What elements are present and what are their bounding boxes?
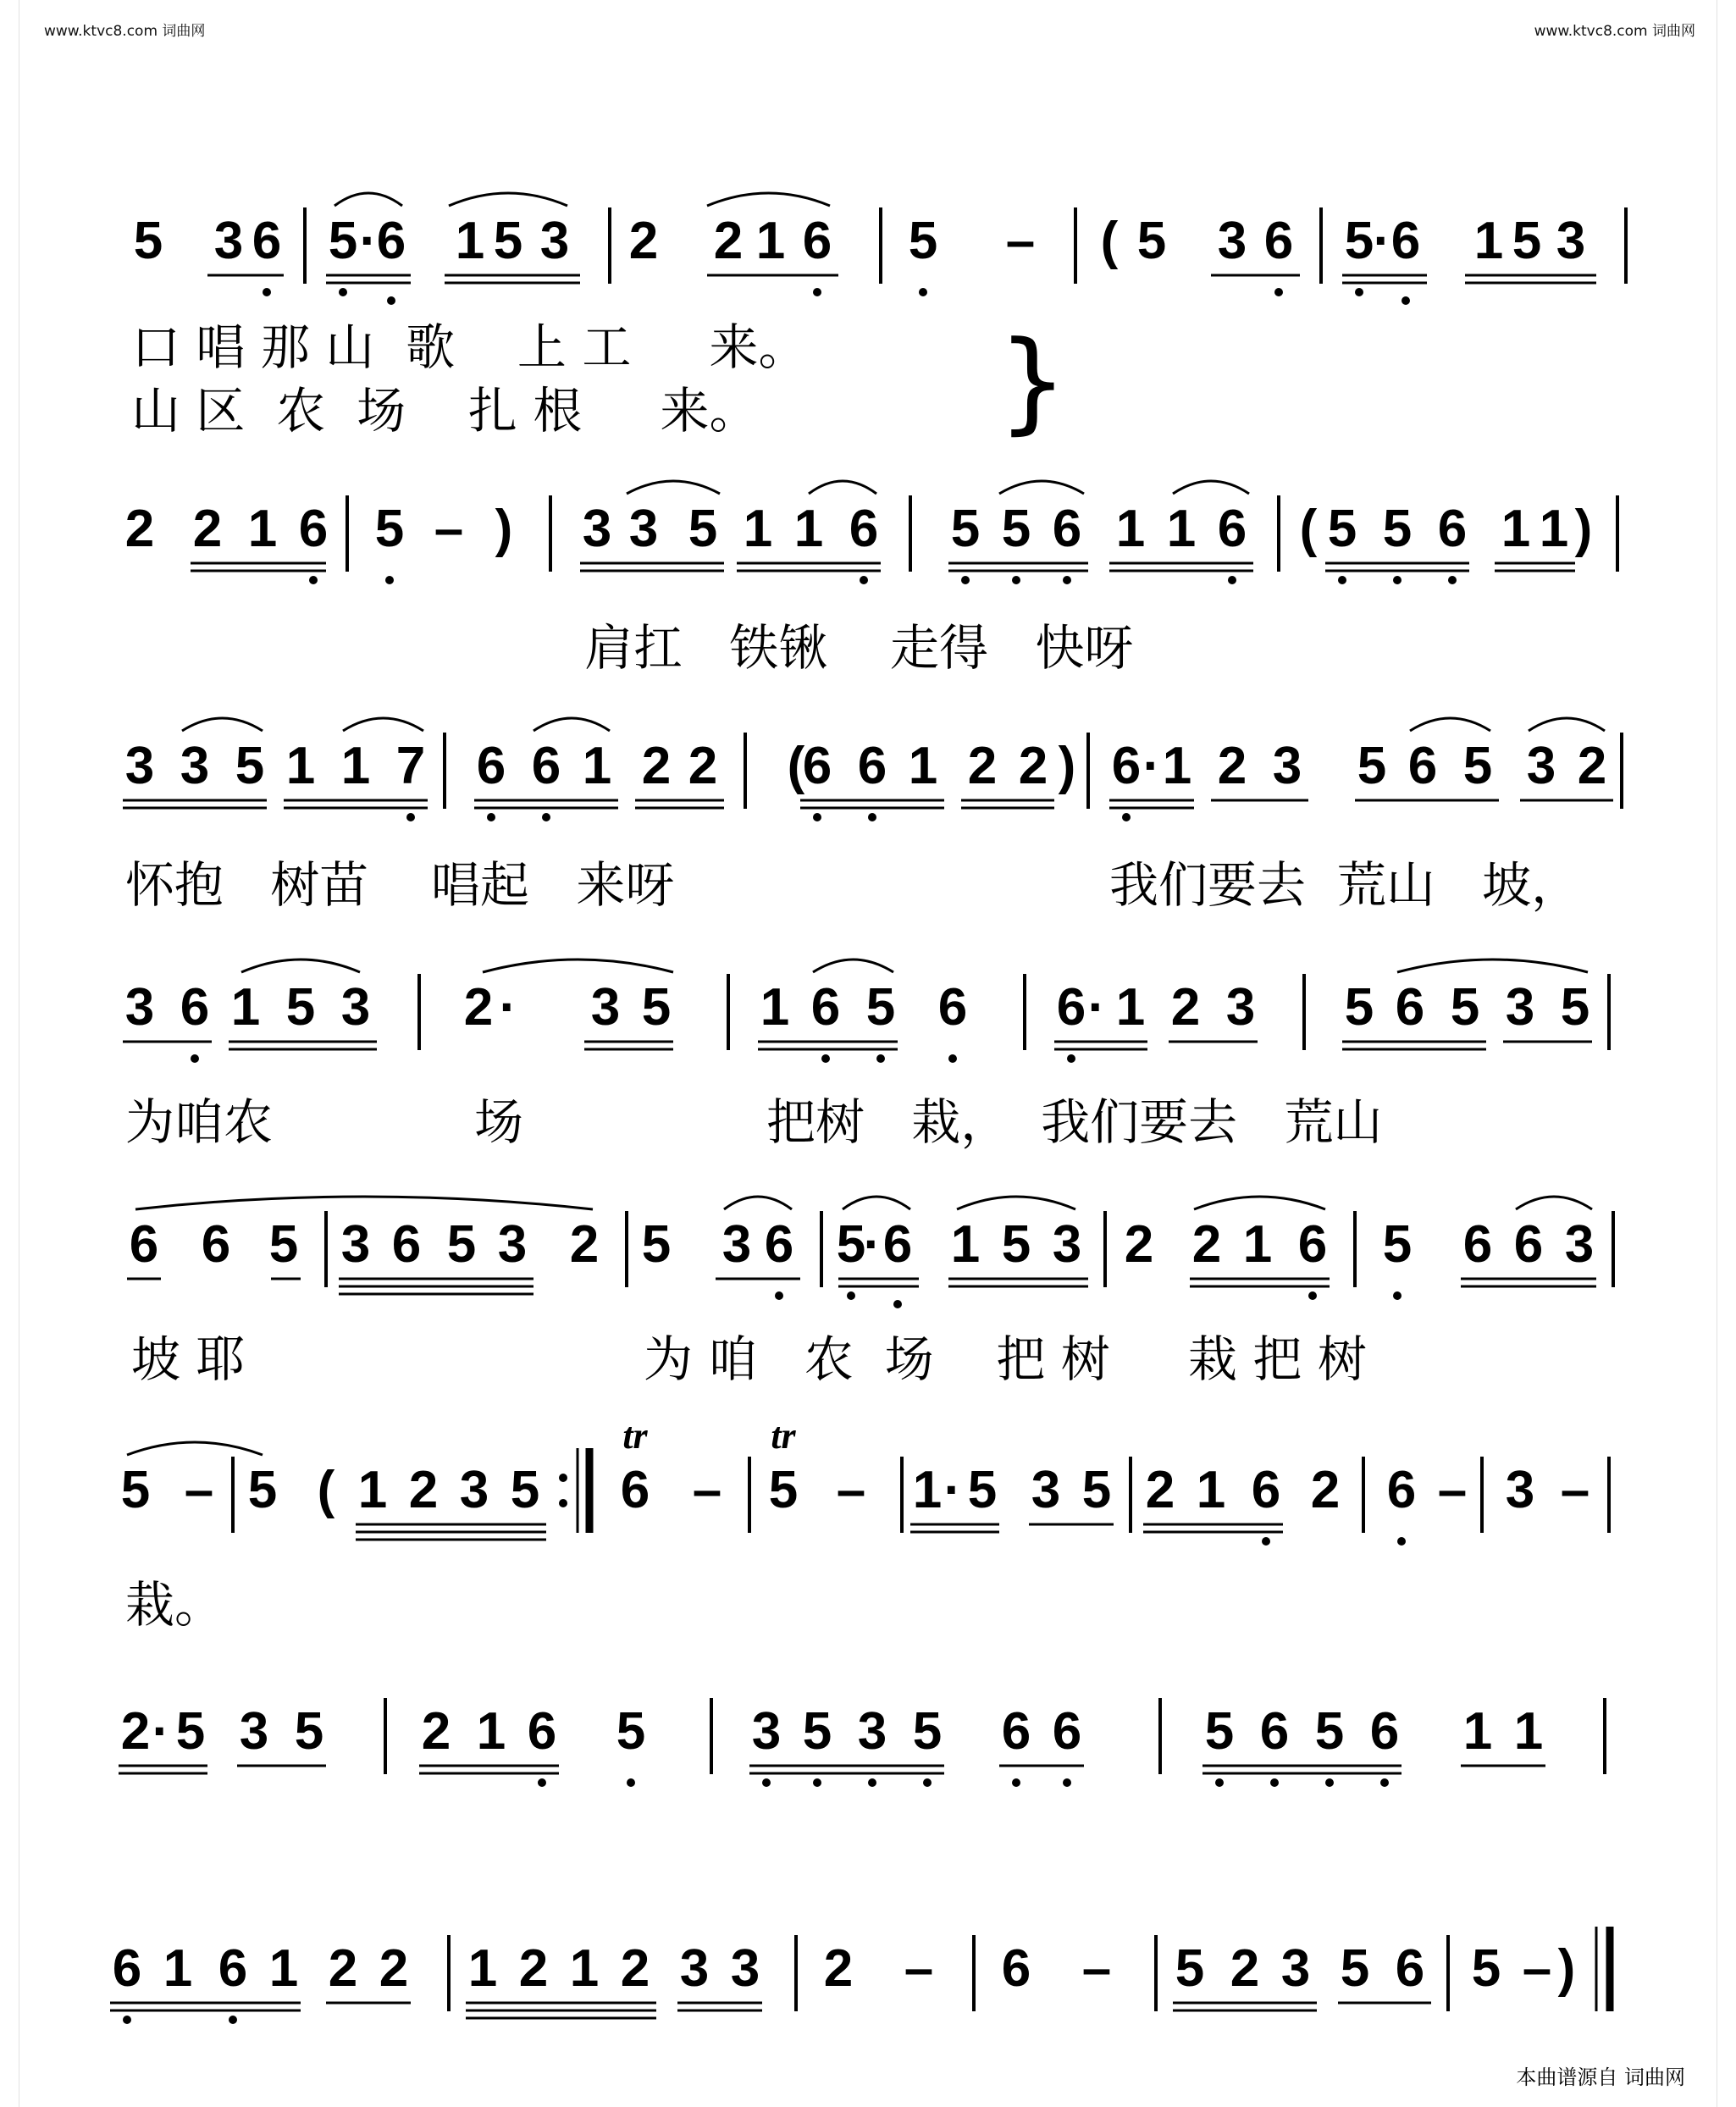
- note: 6: [129, 1215, 159, 1274]
- note: 5: [908, 212, 938, 270]
- note: 3: [857, 1702, 887, 1761]
- note: 5: [374, 500, 405, 558]
- note: 6: [376, 212, 406, 270]
- note: 1: [1242, 1215, 1273, 1274]
- note: 2: [713, 212, 744, 270]
- note: 3: [213, 212, 244, 270]
- octave-dot: [1402, 296, 1410, 305]
- octave-dot: [775, 1291, 783, 1300]
- lyric-line: 为咱农: [125, 1093, 274, 1151]
- note: ·: [1373, 212, 1391, 270]
- note: 6: [1111, 737, 1142, 795]
- note: 5: [1382, 1215, 1413, 1274]
- note: 3: [539, 212, 570, 270]
- note: 5: [616, 1702, 646, 1761]
- octave-dot: [893, 1300, 902, 1308]
- octave-dot: [961, 576, 970, 584]
- note: 3: [1272, 737, 1302, 795]
- note: 5: [1136, 212, 1167, 270]
- note: 2: [1310, 1461, 1341, 1519]
- note: 2: [408, 1461, 439, 1519]
- note: 3: [340, 978, 371, 1037]
- lyric-line: 把树 栽， 我们要去 荒山: [766, 1093, 1383, 1151]
- note: ·: [863, 1215, 882, 1274]
- octave-dot: [813, 288, 821, 296]
- note: 2: [463, 978, 494, 1037]
- note: 3: [751, 1702, 782, 1761]
- note: 6: [1217, 500, 1247, 558]
- slur: [343, 718, 423, 731]
- octave-dot: [309, 576, 318, 584]
- note: 1: [582, 737, 612, 795]
- note: 5: [510, 1461, 540, 1519]
- note: 3: [1505, 978, 1535, 1037]
- slur: [1516, 1197, 1592, 1209]
- note: 7: [395, 737, 426, 795]
- octave-dot: [542, 813, 550, 821]
- note: ·: [1087, 978, 1106, 1037]
- octave-dot: [1012, 1778, 1020, 1787]
- note: 3: [1280, 1939, 1311, 1998]
- note: 3: [1564, 1215, 1595, 1274]
- octave-dot: [1122, 813, 1131, 821]
- note: 6: [882, 1215, 913, 1274]
- octave-dot: [1063, 576, 1071, 584]
- note: 3: [340, 1215, 371, 1274]
- note: –: [904, 1939, 934, 1998]
- note: 1: [912, 1461, 943, 1519]
- note: 5: [1340, 1939, 1370, 1998]
- note: 3: [730, 1939, 760, 1998]
- slur: [483, 959, 673, 972]
- note: (: [1299, 500, 1318, 558]
- octave-dot: [1262, 1537, 1270, 1546]
- note: 1: [230, 978, 261, 1037]
- note: 5: [1327, 500, 1357, 558]
- note: 5: [641, 978, 672, 1037]
- note: 6: [764, 1215, 794, 1274]
- octave-dot: [1215, 1778, 1224, 1787]
- slur: [707, 193, 830, 206]
- note: 2: [641, 737, 672, 795]
- note: 3: [1217, 212, 1247, 270]
- note: 1: [760, 978, 790, 1037]
- note: 3: [590, 978, 621, 1037]
- note: 6: [1052, 1702, 1082, 1761]
- note: 6: [857, 737, 887, 795]
- note: 5: [1204, 1702, 1235, 1761]
- note: 5: [1560, 978, 1590, 1037]
- octave-dot: [263, 288, 271, 296]
- note: 6: [391, 1215, 422, 1274]
- octave-dot: [1338, 576, 1346, 584]
- slur: [809, 481, 876, 494]
- slur: [182, 718, 263, 731]
- octave-dot: [1393, 576, 1402, 584]
- octave-dot: [1012, 576, 1020, 584]
- note: –: [1560, 1461, 1590, 1519]
- note: 2: [328, 1939, 358, 1998]
- note: 2: [1230, 1939, 1260, 1998]
- lyric-line: 口 唱 那 山 歌 上 工 来。: [131, 318, 808, 376]
- note: 5: [1462, 737, 1493, 795]
- lyric-line: 场: [474, 1093, 524, 1151]
- note: 6: [1251, 1461, 1281, 1519]
- note: 5: [967, 1461, 998, 1519]
- note: 1: [1473, 212, 1504, 270]
- note: 6: [1390, 212, 1421, 270]
- note: 1: [1501, 500, 1531, 558]
- note: 5: [294, 1702, 324, 1761]
- note: 3: [124, 978, 155, 1037]
- note: 3: [1556, 212, 1586, 270]
- note: 5: [836, 1215, 866, 1274]
- octave-dot: [1355, 288, 1363, 296]
- note: –: [692, 1461, 722, 1519]
- note: 1: [793, 500, 824, 558]
- note: 2: [688, 737, 718, 795]
- octave-dot: [868, 813, 876, 821]
- note: (: [1100, 212, 1119, 270]
- slur: [449, 193, 567, 206]
- header-watermark-left: www.ktvc8.com 词曲网: [44, 23, 206, 40]
- note: 2: [1217, 737, 1247, 795]
- note: ): [495, 500, 513, 558]
- note: 6: [1369, 1702, 1400, 1761]
- note: 5: [802, 1702, 832, 1761]
- note: 5: [1001, 1215, 1031, 1274]
- header-watermark-right: www.ktvc8.com 词曲网: [1534, 23, 1695, 40]
- note: 6: [1297, 1215, 1328, 1274]
- note: 3: [1225, 978, 1256, 1037]
- note: 3: [497, 1215, 528, 1274]
- footer-source-credit: 本曲谱源自 词曲网: [1516, 2066, 1685, 2089]
- note: –: [1437, 1461, 1468, 1519]
- note: 6: [1513, 1215, 1544, 1274]
- note: 1: [455, 212, 485, 270]
- note: 6: [1407, 737, 1438, 795]
- note: 6: [1395, 978, 1425, 1037]
- note: 2: [1577, 737, 1607, 795]
- note: –: [1005, 212, 1036, 270]
- note: 1: [357, 1461, 388, 1519]
- note: 5: [235, 737, 265, 795]
- note: 5: [1512, 212, 1542, 270]
- octave-dot: [406, 813, 415, 821]
- lyric-line: 栽。: [125, 1576, 224, 1634]
- slur: [957, 1197, 1075, 1209]
- octave-dot: [847, 1291, 855, 1300]
- note: 5: [1081, 1461, 1112, 1519]
- note: 6: [620, 1461, 650, 1519]
- note: –: [1081, 1939, 1112, 1998]
- note: 1: [1196, 1461, 1226, 1519]
- note: 2: [569, 1215, 600, 1274]
- slur: [135, 1197, 593, 1209]
- note: 3: [124, 737, 155, 795]
- note: 6: [1437, 500, 1468, 558]
- note: ·: [1142, 737, 1161, 795]
- note: 1: [1539, 500, 1569, 558]
- note: 5: [268, 1215, 299, 1274]
- note: 5: [1344, 978, 1374, 1037]
- lyric-line: 我们要去 荒山 坡，: [1109, 856, 1581, 914]
- note: 6: [802, 212, 832, 270]
- octave-dot: [627, 1778, 635, 1787]
- slur: [334, 193, 402, 206]
- octave-dot: [487, 813, 495, 821]
- repeat-dot: [559, 1499, 567, 1507]
- note: ): [1574, 500, 1593, 558]
- octave-dot: [1270, 1778, 1279, 1787]
- note: 6: [810, 978, 841, 1037]
- note: 5: [688, 500, 718, 558]
- note: 5: [1382, 500, 1413, 558]
- note: –: [184, 1461, 214, 1519]
- note: 5: [247, 1461, 278, 1519]
- octave-dot: [538, 1778, 546, 1787]
- note: 1: [569, 1939, 600, 1998]
- note: 3: [1526, 737, 1556, 795]
- octave-dot: [1448, 576, 1457, 584]
- note: 6: [1386, 1461, 1417, 1519]
- note: 1: [285, 737, 316, 795]
- note: 3: [239, 1702, 269, 1761]
- octave-dot: [762, 1778, 771, 1787]
- note: 6: [1001, 1702, 1031, 1761]
- note: 5: [285, 978, 316, 1037]
- slur: [241, 959, 360, 972]
- note: 1: [950, 1215, 981, 1274]
- note: ·: [499, 978, 517, 1037]
- note: ): [1058, 737, 1076, 795]
- note: 1: [268, 1939, 299, 1998]
- note: (: [787, 737, 805, 795]
- note: 5: [446, 1215, 477, 1274]
- note: 6: [1001, 1939, 1031, 1998]
- note: 5: [912, 1702, 943, 1761]
- note: 6: [1462, 1215, 1493, 1274]
- octave-dot: [876, 1054, 885, 1063]
- note: 3: [1505, 1461, 1535, 1519]
- note: 5: [950, 500, 981, 558]
- note: 1: [1166, 500, 1197, 558]
- note: ·: [943, 1461, 962, 1519]
- octave-dot: [813, 1778, 821, 1787]
- note: 6: [298, 500, 329, 558]
- note: –: [434, 500, 464, 558]
- note: 6: [802, 737, 832, 795]
- slur: [627, 481, 720, 494]
- note: 1: [908, 737, 938, 795]
- note: 1: [247, 500, 278, 558]
- octave-dot: [1397, 1537, 1406, 1546]
- note: 6: [476, 737, 506, 795]
- note: 5: [328, 212, 358, 270]
- octave-dot: [923, 1778, 932, 1787]
- octave-dot: [948, 1054, 957, 1063]
- lyric-line: 坡 耶: [131, 1330, 246, 1388]
- note: 1: [743, 500, 773, 558]
- slur: [999, 481, 1084, 494]
- note: 6: [201, 1215, 231, 1274]
- octave-dot: [1308, 1291, 1317, 1300]
- note: 5: [493, 212, 523, 270]
- octave-dot: [1063, 1778, 1071, 1787]
- octave-dot: [1380, 1778, 1389, 1787]
- note: 5: [865, 978, 896, 1037]
- octave-dot: [919, 288, 927, 296]
- note: 2: [1124, 1215, 1154, 1274]
- note: 6: [1259, 1702, 1290, 1761]
- verse-brace: }: [998, 317, 1068, 445]
- note: 6: [1056, 978, 1086, 1037]
- trill-mark: tr: [771, 1415, 796, 1457]
- note: 6: [849, 500, 879, 558]
- octave-dot: [1228, 576, 1236, 584]
- note: 2: [1191, 1215, 1222, 1274]
- note: 2: [124, 500, 155, 558]
- note: 1: [1115, 978, 1146, 1037]
- note: 5: [1357, 737, 1387, 795]
- note: 3: [721, 1215, 752, 1274]
- note: 6: [1395, 1939, 1425, 1998]
- note: 6: [1263, 212, 1294, 270]
- note: 3: [628, 500, 659, 558]
- note: 3: [679, 1939, 710, 1998]
- octave-dot: [813, 813, 821, 821]
- slur: [127, 1442, 263, 1455]
- note: 3: [1052, 1215, 1082, 1274]
- slur: [1529, 718, 1605, 731]
- slur: [724, 1197, 792, 1209]
- note: 6: [180, 978, 210, 1037]
- slur: [813, 959, 893, 972]
- note: 3: [1031, 1461, 1061, 1519]
- slur: [1194, 1197, 1325, 1209]
- slur: [534, 718, 610, 731]
- note: 2: [628, 212, 659, 270]
- note: (: [317, 1461, 335, 1519]
- note: 6: [1052, 500, 1082, 558]
- note: 2: [967, 737, 998, 795]
- note: 6: [527, 1702, 557, 1761]
- note: 2: [1170, 978, 1201, 1037]
- octave-dot: [1325, 1778, 1334, 1787]
- octave-dot: [1274, 288, 1283, 296]
- octave-dot: [191, 1054, 199, 1063]
- note: 1: [467, 1939, 498, 1998]
- note: 1: [1115, 500, 1146, 558]
- note: 5: [1344, 212, 1374, 270]
- note: 2: [518, 1939, 549, 1998]
- note: 1: [340, 737, 371, 795]
- octave-dot: [821, 1054, 830, 1063]
- repeat-dot: [559, 1474, 567, 1482]
- note: 2: [192, 500, 223, 558]
- note: 6: [252, 212, 282, 270]
- note: 5: [768, 1461, 799, 1519]
- note: 6: [218, 1939, 248, 1998]
- note: 5: [1314, 1702, 1345, 1761]
- note: ·: [152, 1702, 170, 1761]
- note: 6: [531, 737, 561, 795]
- note: 2: [120, 1702, 151, 1761]
- note: 5: [1450, 978, 1480, 1037]
- note: 5: [133, 212, 163, 270]
- note: 3: [582, 500, 612, 558]
- note: ): [1557, 1939, 1576, 1998]
- note: 6: [937, 978, 968, 1037]
- note: 1: [1513, 1702, 1544, 1761]
- note: ·: [359, 212, 378, 270]
- note: 1: [163, 1939, 193, 1998]
- note: –: [1522, 1939, 1552, 1998]
- octave-dot: [1067, 1054, 1075, 1063]
- note: 1: [1162, 737, 1192, 795]
- note: 6: [112, 1939, 142, 1998]
- note: 5: [1001, 500, 1031, 558]
- note: 1: [476, 1702, 506, 1761]
- lyric-line: 怀抱 树苗 唱起 来呀: [125, 856, 675, 914]
- octave-dot: [339, 288, 347, 296]
- lyric-line: 肩扛 铁锹 走得 快呀: [584, 619, 1134, 677]
- note: –: [836, 1461, 866, 1519]
- note: 1: [755, 212, 786, 270]
- octave-dot: [123, 2016, 131, 2024]
- note: 3: [459, 1461, 489, 1519]
- octave-dot: [229, 2016, 237, 2024]
- slur: [843, 1197, 910, 1209]
- note: 2: [823, 1939, 854, 1998]
- note: 2: [1145, 1461, 1175, 1519]
- note: 2: [620, 1939, 650, 1998]
- note: 3: [180, 737, 210, 795]
- slur: [1397, 959, 1588, 972]
- note: 5: [175, 1702, 206, 1761]
- octave-dot: [385, 576, 394, 584]
- note: 5: [1471, 1939, 1501, 1998]
- lyric-line: 为 咱 农 场 把 树 栽 把 树: [644, 1330, 1367, 1388]
- note: 2: [379, 1939, 409, 1998]
- note: 5: [120, 1461, 151, 1519]
- trill-mark: tr: [622, 1415, 648, 1457]
- lyric-line: 山 区 农 场 扎 根 来。: [131, 382, 759, 440]
- note: 2: [1018, 737, 1048, 795]
- octave-dot: [387, 296, 395, 305]
- note: 2: [421, 1702, 451, 1761]
- note: 1: [1462, 1702, 1493, 1761]
- note: 5: [1175, 1939, 1205, 1998]
- octave-dot: [860, 576, 868, 584]
- slur: [1410, 718, 1490, 731]
- octave-dot: [868, 1778, 876, 1787]
- slur: [1173, 481, 1249, 494]
- note: 5: [641, 1215, 672, 1274]
- octave-dot: [1393, 1291, 1402, 1300]
